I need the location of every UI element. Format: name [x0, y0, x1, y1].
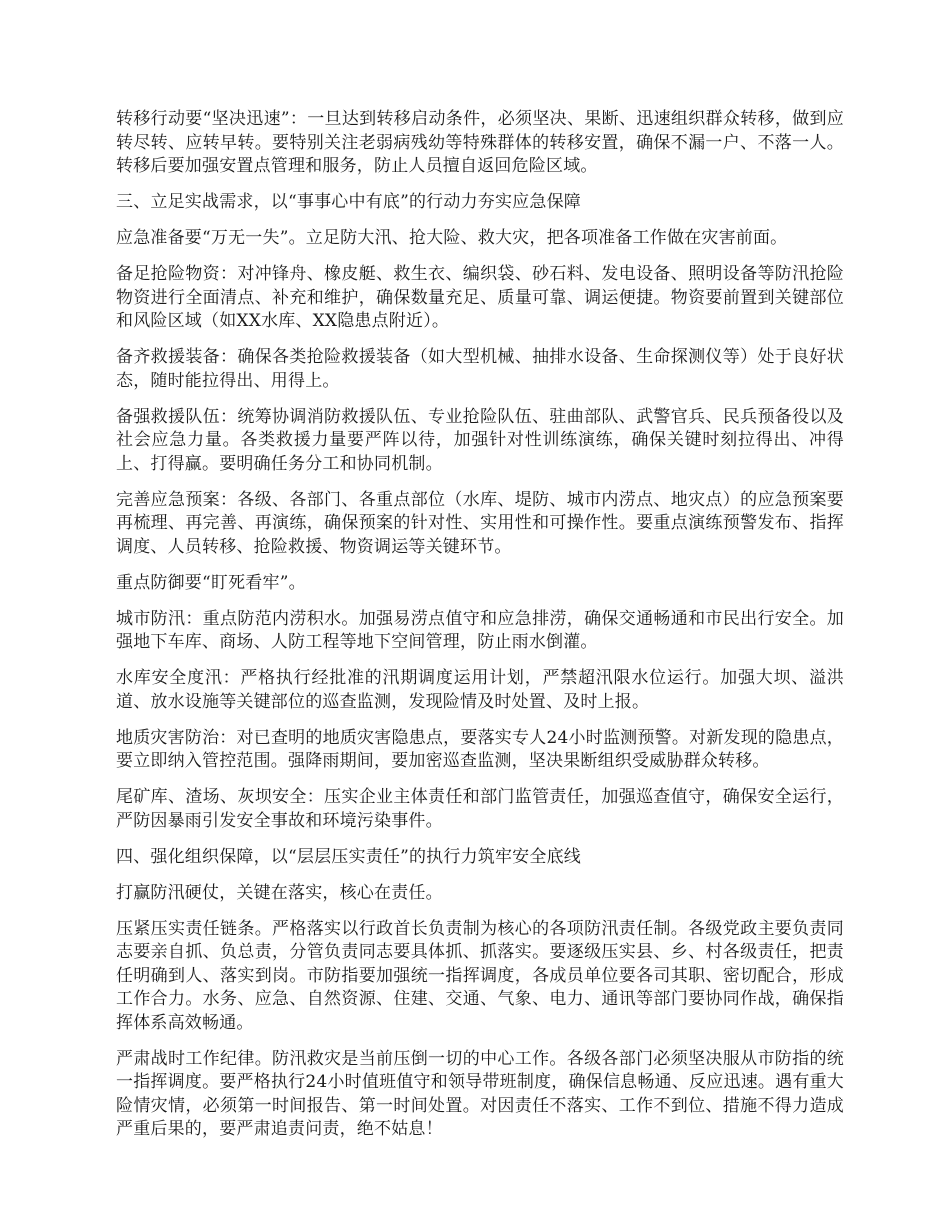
- paragraph-accountability: 打赢防汛硬仗，关键在落实，核心在责任。: [116, 882, 443, 903]
- paragraph-supplies: 备足抢险物资：对冲锋舟、橡皮艇、救生衣、编织袋、砂石料、发电设备、照明设备等防汛抢险物资进行全面清点、补充和维护，确保数量充足、质量可靠、调运便捷。物资要前置到关键部位和风险区域（如XX水库、XX隐患点附近）。: [116, 264, 844, 331]
- paragraph-geo-hazard: 地质灾害防治：对已查明的地质灾害隐患点，要落实专人24小时监测预警。对新发现的隐患点，要立即纳入管控范围。强降雨期间，要加密巡查监测，坚决果断组织受威胁群众转移。: [116, 727, 844, 771]
- paragraph-discipline: 严肃战时工作纪律。防汛救灾是当前压倒一切的中心工作。各级各部门必须坚决服从市防指的统一指挥调度。要严格执行24小时值班值守和领导带班制度，确保信息畅通、反应迅速。遇有重大险情灾情，必须第一时间报告、第一时间处置。对因责任不落实、工作不到位、措施不得力造成严重后果的，要严肃追责问责，绝不姑息！: [116, 1048, 844, 1139]
- section-heading-4: 四、强化组织保障，以“层层压实责任”的执行力筑牢安全底线: [116, 846, 581, 867]
- document-page: [116, 108, 844, 1154]
- paragraph-urban-flood: 城市防汛：重点防范内涝积水。加强易涝点值守和应急排涝，确保交通畅通和市民出行安全。加强地下车库、商场、人防工程等地下空间管理，防止雨水倒灌。: [116, 608, 844, 652]
- paragraph-key-defense: 重点防御要“盯死看牢”。: [116, 572, 306, 593]
- paragraph-rescue-teams: 备强救援队伍：统筹协调消防救援队伍、专业抢险队伍、驻曲部队、武警官兵、民兵预备役以及社会应急力量。各类救援力量要严阵以待，加强针对性训练演练，确保关键时刻拉得出、冲得上、打得赢。要明确任务分工和协同机制。: [116, 406, 844, 474]
- paragraph-tailings: 尾矿库、渣场、灰坝安全：压实企业主体责任和部门监管责任，加强巡查值守，确保安全运行，严防因暴雨引发安全事故和环境污染事件。: [116, 787, 844, 831]
- section-heading-3: 三、立足实战需求，以“事事心中有底”的行动力夯实应急保障: [116, 192, 581, 212]
- paragraph-equipment: 备齐救援装备：确保各类抢险救援装备（如大型机械、抽排水设备、生命探测仪等）处于良好状态，随时能拉得出、用得上。: [116, 347, 844, 391]
- paragraph-emergency-prep: 应急准备要“万无一失”。立足防大汛、抢大险、救大灾，把各项准备工作做在灾害前面。: [116, 228, 788, 248]
- paragraph-contingency-plans: 完善应急预案：各级、各部门、各重点部位（水库、堤防、城市内涝点、地灾点）的应急预案要再梳理、再完善、再演练，确保预案的针对性、实用性和可操作性。要重点演练预警发布、指挥调度、人员转移、抢险救援、物资调运等关键环节。: [116, 489, 844, 557]
- paragraph-evacuation: 转移行动要“坚决迅速”：一旦达到转移启动条件，必须坚决、果断、迅速组织群众转移，做到应转尽转、应转早转。要特别关注老弱病残幼等特殊群体的转移安置，确保不漏一户、不落一人。转移后要加强安置点管理和服务，防止人员擅自返回危险区域。: [116, 109, 844, 176]
- paragraph-reservoir: 水库安全度汛：严格执行经批准的汛期调度运用计划，严禁超汛限水位运行。加强大坝、溢洪道、放水设施等关键部位的巡查监测，发现险情及时处置、及时上报。: [116, 668, 844, 712]
- paragraph-responsibility-chain: 压紧压实责任链条。严格落实以行政首长负责制为核心的各项防汛责任制。各级党政主要负责同志要亲自抓、负总责，分管负责同志要具体抓、抓落实。要逐级压实县、乡、村各级责任，把责任明确到人、落实到岗。市防指要加强统一指挥调度，各成员单位要各司其职、密切配合，形成工作合力。水务、应急、自然资源、住建、交通、气象、电力、通讯等部门要协同作战，确保指挥体系高效畅通。: [116, 918, 844, 1033]
